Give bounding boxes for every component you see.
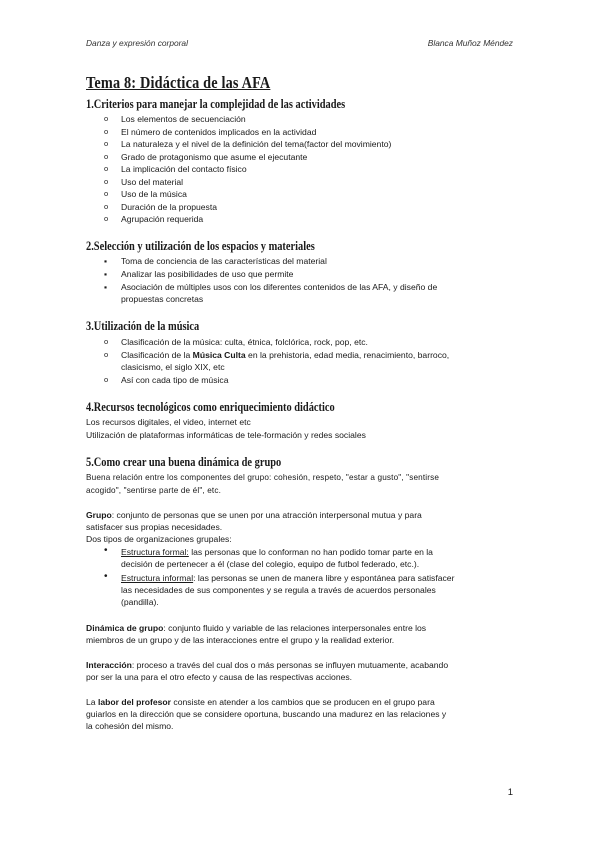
paragraph-line: Buena relación entre los componentes del grupo: cohesión, respeto, "estar a gusto", "sentirse	[86, 473, 440, 482]
list-item: ▪ Asociación de múltiples usos con los diferentes contenidos de las AFA, y diseño de	[121, 281, 437, 293]
page-number: 1	[507, 787, 513, 798]
list-item: • Estructura informal: las personas se unen de manera libre y espontánea para satisfacer	[121, 572, 454, 584]
paragraph-line: Dos tipos de organizaciones grupales:	[86, 534, 232, 544]
paragraph-line: por ser la una para el otro efecto y causa de las respectivas acciones.	[86, 672, 353, 682]
list-item: o Grado de protagonismo que asume el ejecutante	[121, 151, 307, 163]
list-item: • Estructura formal: las personas que lo conforman no han podido tomar parte en la	[121, 546, 433, 558]
list-item: o Uso del material	[121, 176, 183, 188]
list-item: o Los elementos de secuenciación	[121, 113, 246, 125]
document-title: Tema 8: Didáctica de las AFA	[86, 73, 271, 92]
section-1-heading: 1.Criterios para manejar la complejidad de las actividades	[86, 96, 346, 111]
paragraph-line: satisfacer sus propias necesidades.	[86, 522, 223, 532]
list-item: o El número de contenidos implicados en la actividad	[121, 126, 316, 138]
paragraph-line: guiarlos en la dirección que se considere oportuna, buscando una madurez en las relaciones y	[86, 709, 447, 719]
paragraph-line: Interacción: proceso a través del cual dos o más personas se influyen mutuamente, acabando	[86, 660, 449, 670]
paragraph-line: Grupo: conjunto de personas que se unen por una atracción interpersonal mutua y para	[86, 510, 422, 520]
list-item: o Uso de la música	[121, 188, 187, 200]
section-5-heading: 5.Como crear una buena dinámica de grupo	[86, 454, 282, 469]
list-item: o Agrupación requerida	[121, 213, 203, 225]
section-4-heading: 4.Recursos tecnológicos como enriquecimiento didáctico	[86, 399, 335, 414]
list-item-continuation: las necesidades de sus componentes y se regula a través de acuerdos personales	[121, 585, 436, 595]
list-item: o Clasificación de la Música Culta en la prehistoria, edad media, renacimiento, barroco,	[121, 349, 449, 361]
paragraph-line: Utilización de plataformas informáticas de tele-formación y redes sociales	[86, 430, 366, 440]
header-course: Danza y expresión corporal	[86, 38, 188, 48]
section-2-heading: 2.Selección y utilización de los espacios y materiales	[86, 238, 315, 253]
paragraph-line: la cohesión del mismo.	[86, 721, 174, 731]
list-item-continuation: propuestas concretas	[121, 294, 204, 304]
list-item: o La implicación del contacto físico	[121, 163, 247, 175]
list-item: o Así con cada tipo de música	[121, 374, 228, 386]
list-item-continuation: clasicismo, el siglo XIX, etc	[121, 362, 225, 372]
list-item: o La naturaleza y el nivel de la definición del tema(factor del movimiento)	[121, 138, 391, 150]
section-3-heading: 3.Utilización de la música	[86, 318, 200, 333]
paragraph-line: Los recursos digitales, el video, internet etc	[86, 417, 251, 427]
list-item: o Clasificación de la música: culta, étnica, folclórica, rock, pop, etc.	[121, 336, 368, 348]
paragraph-line: miembros de un grupo y de las interacciones entre el grupo y la realidad exterior.	[86, 635, 395, 645]
paragraph-line: acogido", "sentirse parte de él", etc.	[86, 486, 222, 495]
paragraph-line: La labor del profesor consiste en atender a los cambios que se producen en el grupo para	[86, 697, 435, 707]
paragraph-line: Dinámica de grupo: conjunto fluido y variable de las relaciones interpersonales entre los	[86, 623, 427, 633]
list-item-continuation: decisión de pertenecer a él (clase del colegio, equipo de futbol federado, etc.).	[121, 559, 420, 569]
list-item: ▪ Toma de conciencia de las características del material	[121, 255, 327, 267]
list-item: ▪ Analizar las posibilidades de uso que permite	[121, 268, 293, 280]
list-item: o Duración de la propuesta	[121, 201, 217, 213]
header-author: Blanca Muñoz Méndez	[427, 38, 513, 48]
list-item-continuation: (pandilla).	[121, 597, 159, 607]
